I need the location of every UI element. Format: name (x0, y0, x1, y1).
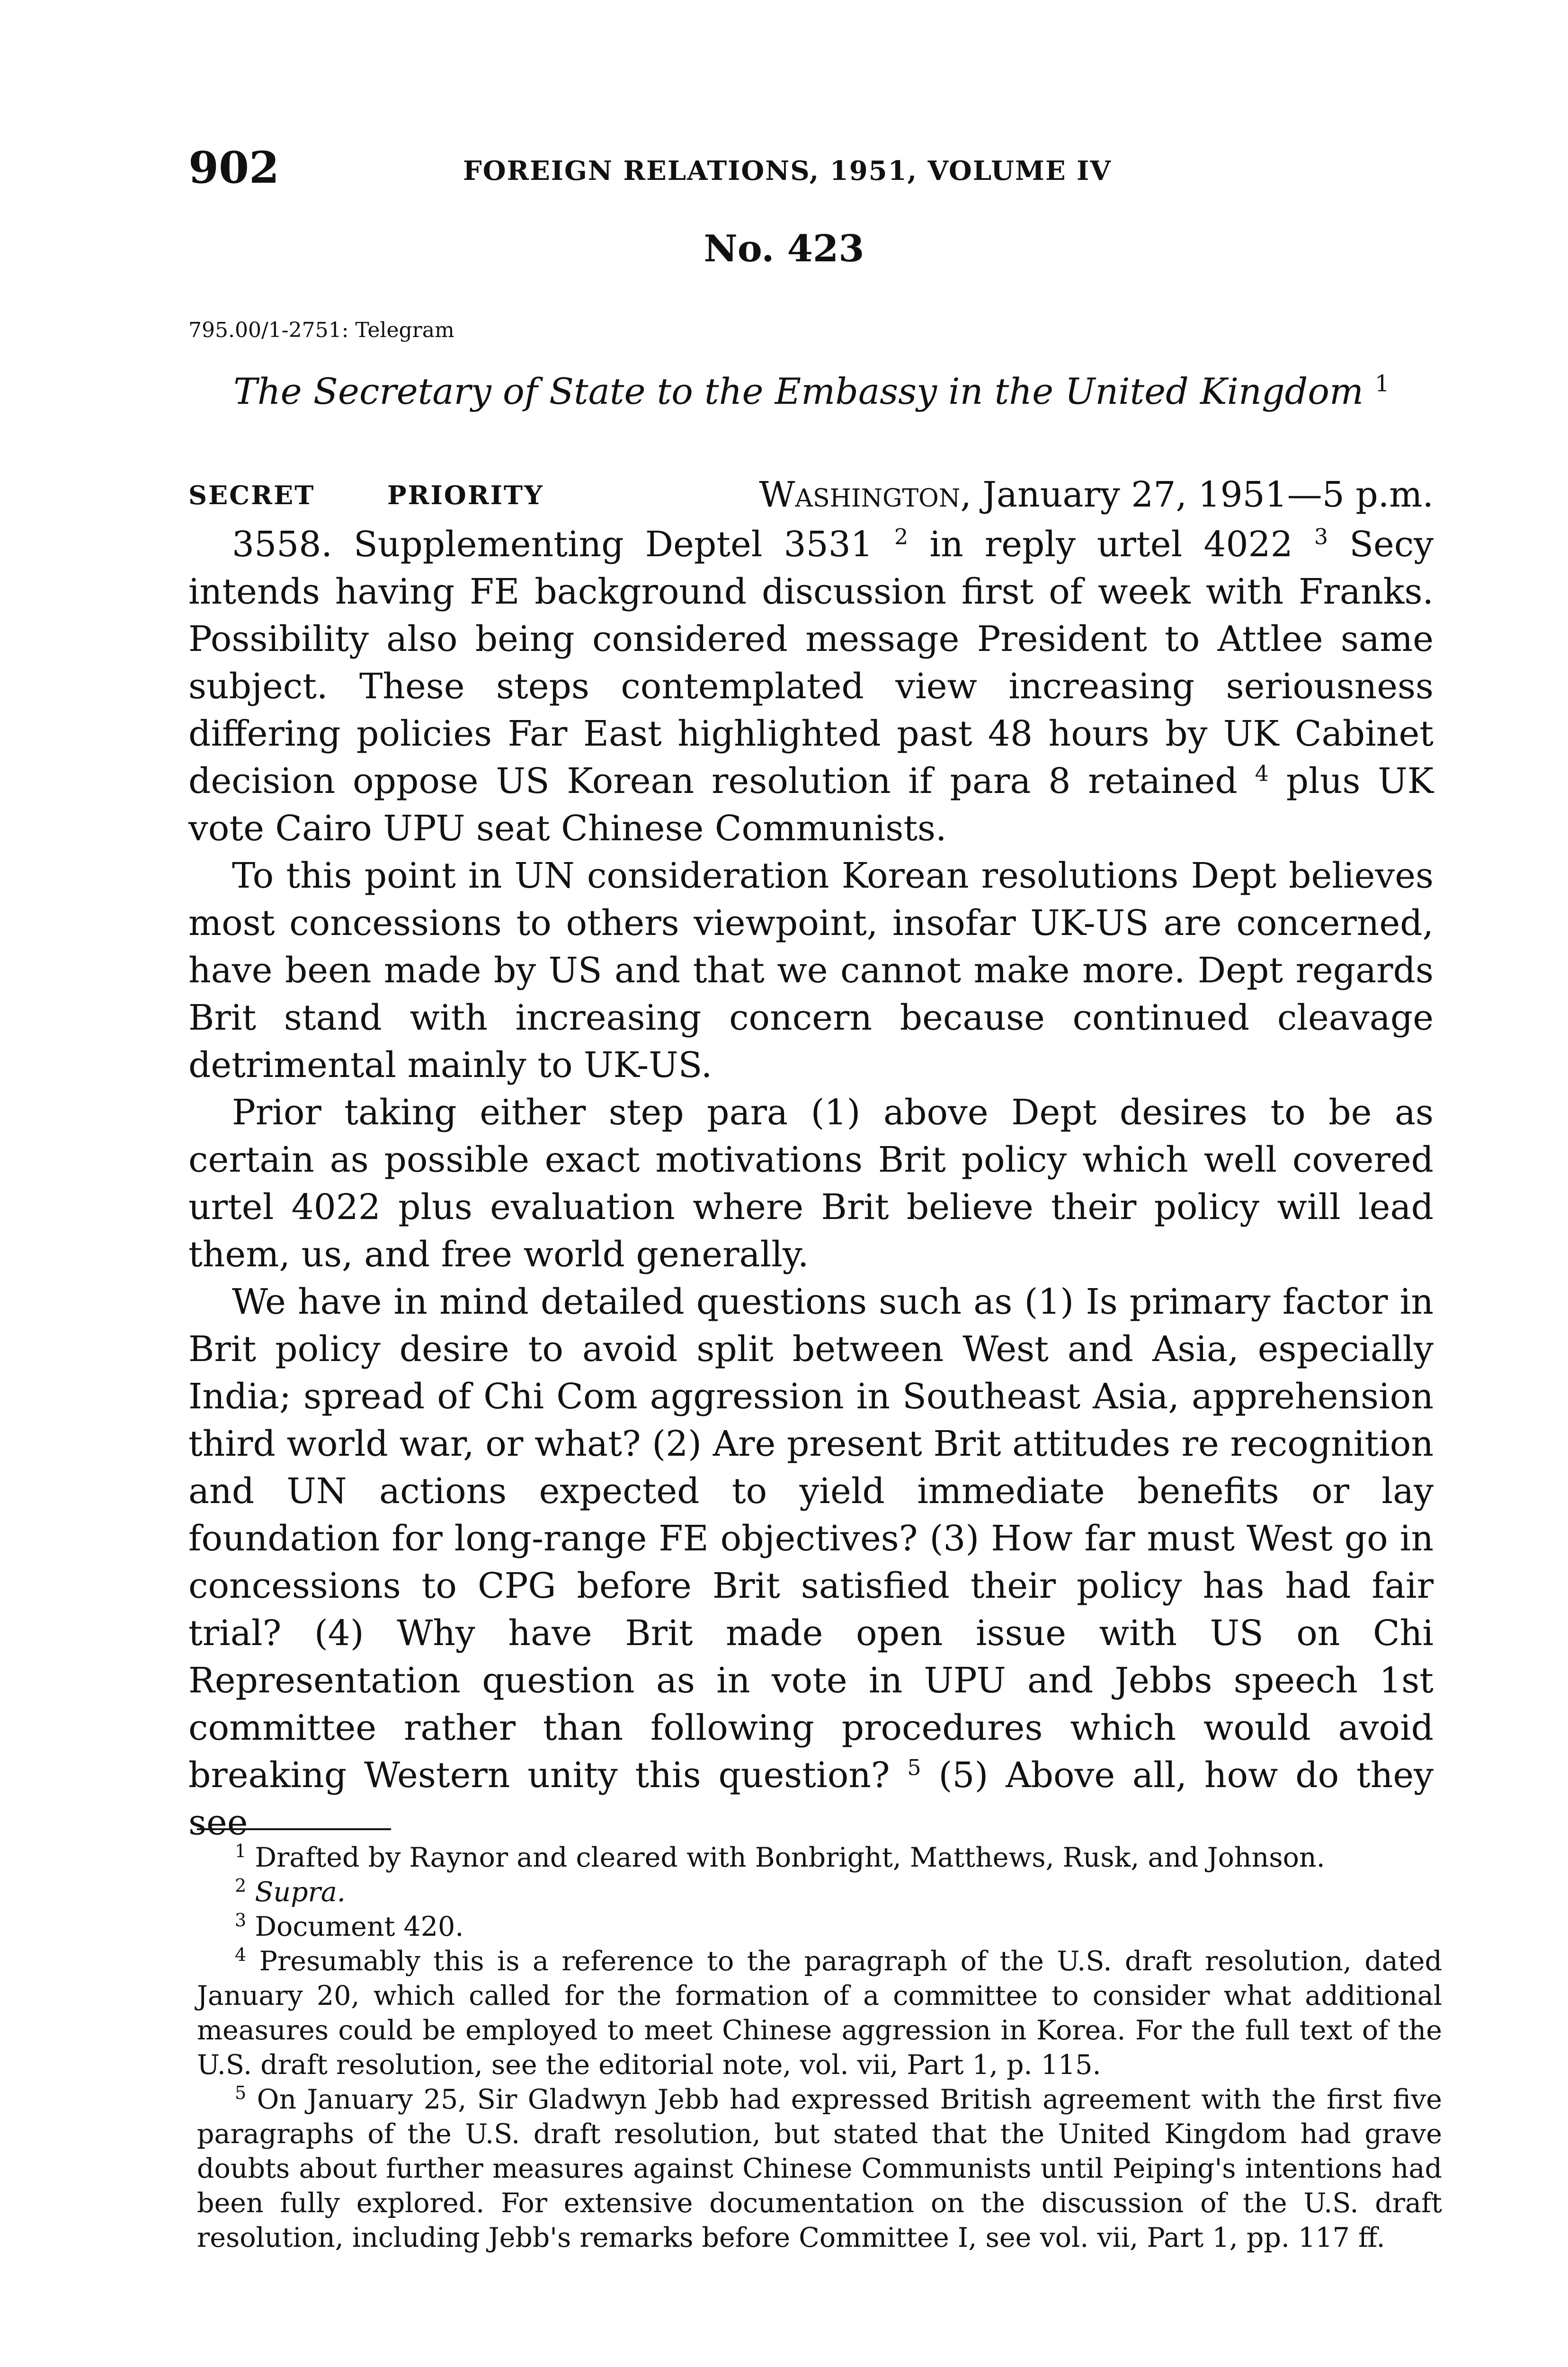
dateline-date: , January 27, 1951—5 p.m. (960, 474, 1434, 515)
paragraph-2: To this point in UN consideration Korean resolutions Dept believes most concessions to others viewpoint, insofar UK-US are concerned, have been made by US and that we cannot make more. Dept regards Brit stand with increasing concern because continued cleavage detrimental mainly to UK-US. (188, 855, 1434, 1086)
footnote-ref-4: 4 (1255, 760, 1269, 786)
file-reference: 795.00/1-2751: Telegram (188, 318, 454, 342)
footnote-ref-1: 1 (1375, 370, 1390, 397)
paragraph-1-text-d: plus UK vote Cairo UPU seat Chinese Communists. (188, 761, 1434, 849)
dateline (759, 474, 1434, 515)
footnote-4 (197, 1944, 1442, 2082)
footnote-4-text: Presumably this is a reference to the paragraph of the U.S. draft resolution, dated January 20, which called for the formation of a committee to consider what additional measures could be employed to meet Chinese aggression in Korea. For the full text of the U.S. draft resolution, see the editorial note, vol. vii, Part 1, p. 115. (197, 1946, 1442, 2081)
classification-marking: SECRET (188, 480, 315, 510)
paragraph-1-text-b: in reply urtel 4022 (908, 524, 1293, 565)
paragraph-1-text-a: 3558. Supplementing Deptel 3531 (232, 524, 873, 565)
paragraph-1-text-c: Secy intends having FE background discussion first of week with Franks. Possibility also being considered message President to Attlee same subject. These steps contemplated view increasing seriousness differing policies Far East highlighted past 48 hours by UK Cabinet decision oppose US Korean resolution if para 8 retained (188, 524, 1434, 801)
footnote-2-text: Supra. (255, 1877, 346, 1908)
document-title (233, 370, 1390, 412)
footnote-ref-3: 3 (1314, 524, 1328, 550)
running-head: FOREIGN RELATIONS, 1951, VOLUME IV (463, 155, 1112, 187)
footnote-2 (197, 1875, 1442, 1910)
footnote-ref-2: 2 (894, 524, 909, 550)
classification-line (188, 474, 1434, 522)
footnote-1-text: Drafted by Raynor and cleared with Bonbright, Matthews, Rusk, and Johnson. (255, 1842, 1325, 1873)
footnote-5 (197, 2082, 1442, 2255)
footnote-3-number: 3 (235, 1910, 247, 1931)
paragraph-4-text-a: We have in mind detailed questions such as (1) Is primary factor in Brit policy desire to avoid split between West and Asia, especially India; spread of Chi Com aggression in Southeast Asia, apprehension third world war, or what? (2) Are present Brit attitudes re recognition and UN actions expected to yield immediate benefits or lay foundation for long-range FE objectives? (3) How far must West go in concessions to CPG before Brit satisfied their policy has had fair trial? (4) Why have Brit made open issue with US on Chi Representation question as in vote in UPU and Jebbs speech 1st committee rather than following procedures which would avoid breaking Western unity this question? (188, 1281, 1434, 1796)
telegram-body (188, 521, 1434, 1846)
dateline-place: Washington (759, 474, 961, 515)
footnotes (197, 1841, 1442, 2255)
footnote-5-text: On January 25, Sir Gladwyn Jebb had expressed British agreement with the first five paragraphs of the U.S. draft resolution, but stated that the United Kingdom had grave doubts about further measures against Chinese Communists until Peiping's intentions had been fully explored. For extensive documentation on the discussion of the U.S. draft resolution, including Jebb's remarks before Committee I, see vol. vii, Part 1, pp. 117 ff. (197, 2084, 1443, 2253)
footnote-ref-5: 5 (907, 1754, 921, 1780)
footnote-3 (197, 1910, 1442, 1944)
precedence-marking: PRIORITY (387, 480, 544, 510)
document-title-text: The Secretary of State to the Embassy in the United Kingdom (233, 370, 1364, 412)
footnote-divider (197, 1828, 391, 1830)
page-header (188, 142, 1419, 199)
footnote-2-number: 2 (235, 1875, 247, 1896)
paragraph-4 (188, 1278, 1434, 1846)
footnote-5-number: 5 (235, 2082, 247, 2103)
footnote-3-text: Document 420. (255, 1911, 464, 1942)
footnote-1-number: 1 (235, 1841, 247, 1861)
paragraph-1 (188, 521, 1434, 852)
paragraph-4-text-b: (5) Above all, how do they see (188, 1755, 1434, 1843)
document-number: No. 423 (704, 227, 864, 270)
footnote-1 (197, 1841, 1442, 1875)
footnote-4-number: 4 (235, 1944, 247, 1965)
paragraph-3: Prior taking either step para (1) above Dept desires to be as certain as possible exact motivations Brit policy which well covered urtel 4022 plus evaluation where Brit believe their policy will lead them, us, and free world generally. (188, 1092, 1434, 1275)
page-number: 902 (188, 142, 280, 193)
